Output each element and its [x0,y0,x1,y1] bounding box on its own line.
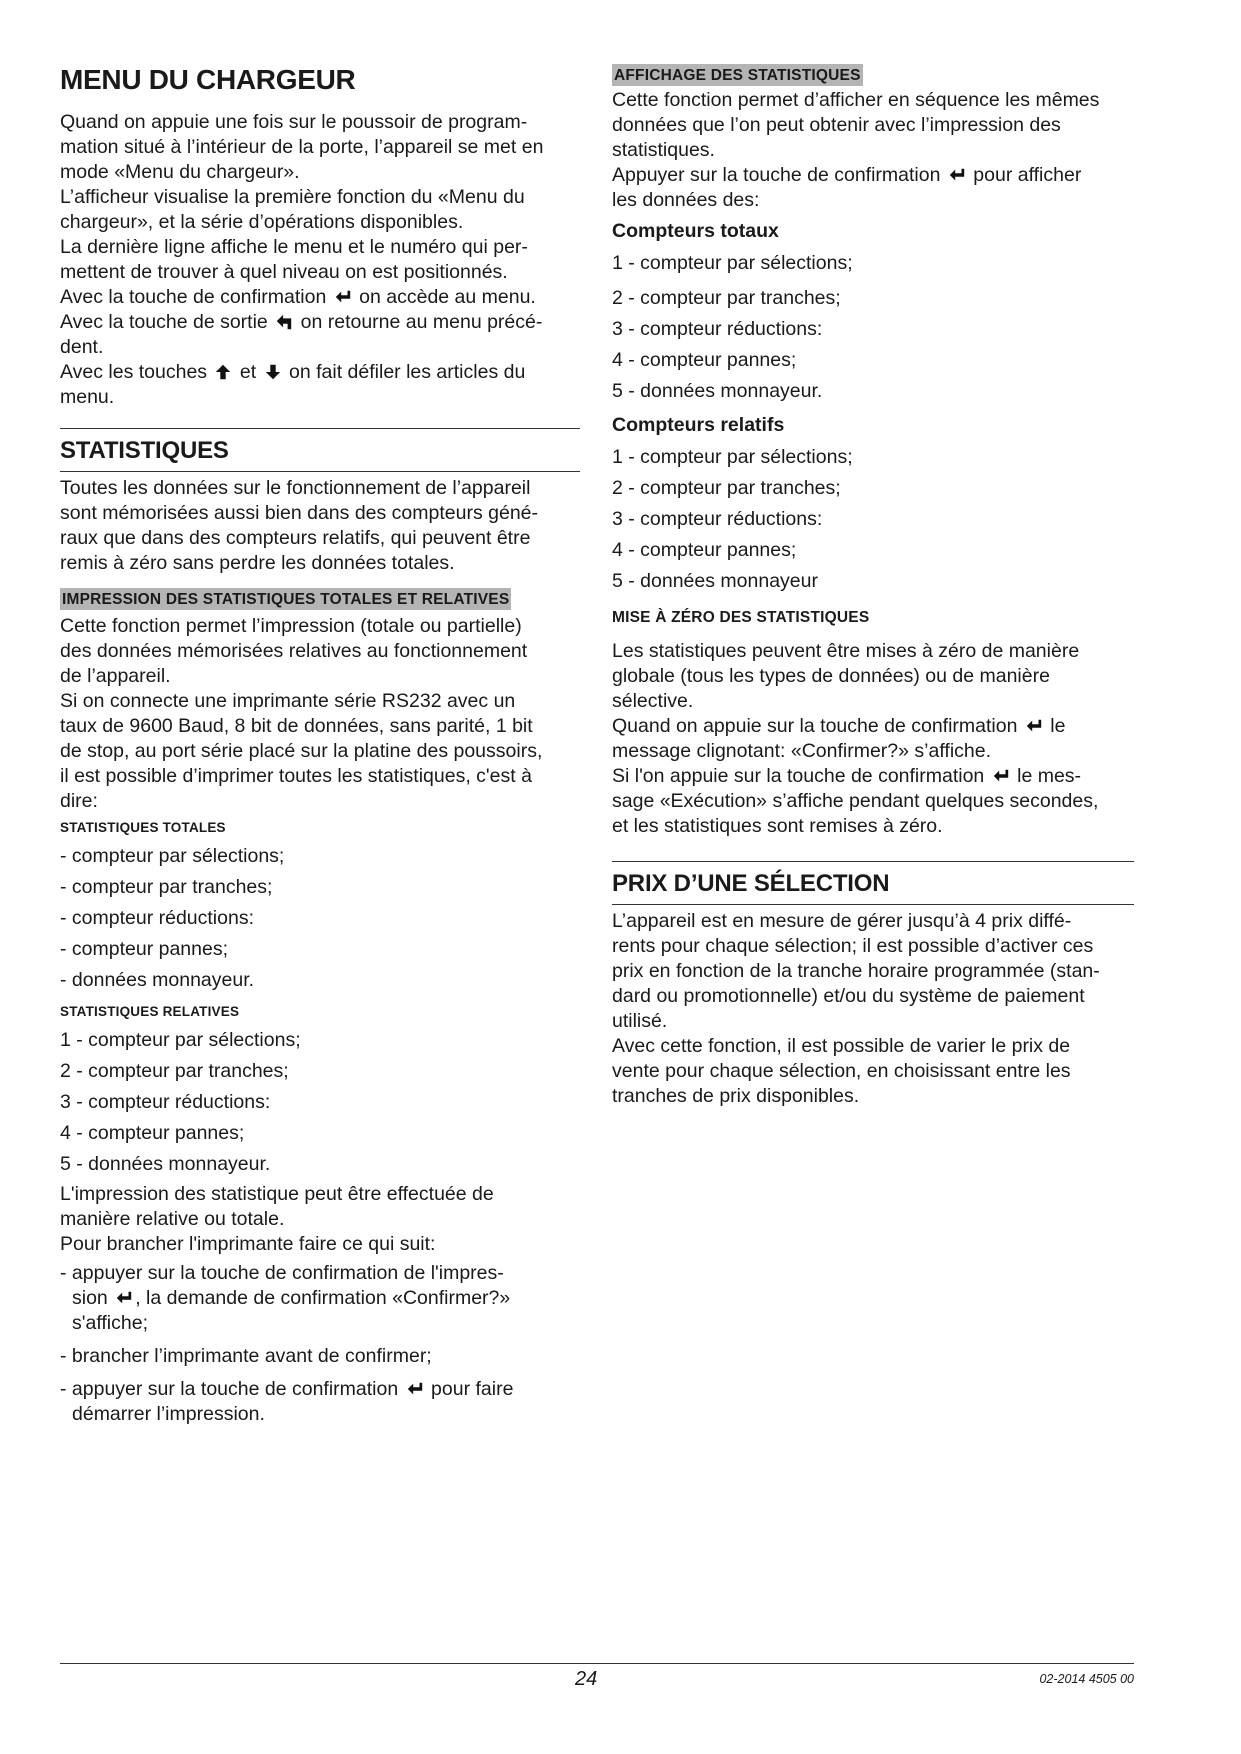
relatives-counters-list [612,442,1134,597]
list-item: - données monnayeur. [60,969,255,991]
list-item: 3 - compteur réductions: [612,318,823,340]
list-item: - compteur pannes; [60,938,229,960]
menu-paragraph: Quand on appuie une fois sur le poussoir de program- mation situé à l’intérieur de la porte, l’appareil se met en mode «Menu du chargeur». L’afficheur visualise la première fonction du «Menu du chargeur», et la série d’opérations disponibles. La dernière ligne affiche le menu et le numéro qui per- mettent de trouver à quel niveau on est positionnés. Avec la touche de confirmation on accède au menu. Avec la touche de sortie on retourne au menu précé- dent. Avec les touches et on fait défiler les articles du menu. [60,111,544,408]
step-2: - brancher l’imprimante avant de confirmer; [60,1345,432,1367]
confirm-key-icon [948,166,966,184]
relatives-label: STATISTIQUES RELATIVES [60,1004,240,1019]
print-stats-subheading: IMPRESSION DES STATISTIQUES TOTALES ET RELATIVES [60,588,511,610]
confirm-key-icon [406,1380,424,1398]
confirm-key-icon [992,767,1010,785]
list-item: 3 - compteur réductions: [60,1091,271,1113]
footer-divider [60,1663,1134,1664]
price-paragraph: L’appareil est en mesure de gérer jusqu’à 4 prix diffé- rents pour chaque sélection; il est possible d’activer ces prix en fonction de la tranche horaire programmée (stan- dard ou promotionnelle) et/ou du système de paiement utilisé. Avec cette fonction, il est possible de varier le prix de vente pour chaque sélection, en choisissant entre les tranches de prix disponibles. [612,910,1100,1107]
display-stats-subheading: AFFICHAGE DES STATISTIQUES [612,64,863,86]
step-1: - appuyer sur la touche de confirmation de l'impres- sion , la demande de confirmation «Confirmer?» s'affiche; [60,1262,511,1334]
list-item: 2 - compteur par tranches; [60,1060,289,1082]
list-item: 5 - données monnayeur. [612,380,823,402]
list-item: 2 - compteur par tranches; [612,287,841,309]
step-3: - appuyer sur la touche de confirmation pour faire démarrer l’impression. [60,1378,514,1425]
list-item: 1 - compteur par sélections; [60,1029,301,1051]
left-column [60,64,580,1427]
list-item: 1 - compteur par sélections; [612,446,853,468]
arrow-down-key-icon [264,363,282,381]
arrow-up-key-icon [214,363,232,381]
list-item: 3 - compteur réductions: [612,508,823,530]
list-item: - compteur par sélections; [60,845,285,867]
display-paragraph: Cette fonction permet d’afficher en séquence les mêmes données que l’on peut obtenir avec l’impression des statistiques. Appuyer sur la touche de confirmation pour afficher les données des: [612,89,1100,211]
list-item: 5 - données monnayeur. [60,1153,271,1175]
totals-label: STATISTIQUES TOTALES [60,820,226,835]
menu-title: MENU DU CHARGEUR [60,64,356,95]
exit-key-icon [275,313,293,331]
list-item: - compteur réductions: [60,907,255,929]
list-item: 5 - données monnayeur [612,570,818,592]
reset-stats-subheading: MISE À ZÉRO DES STATISTIQUES [612,609,870,626]
totals-counters-label: Compteurs totaux [612,220,779,242]
list-item: 4 - compteur pannes; [60,1122,245,1144]
price-title: PRIX D’UNE SÉLECTION [612,861,1134,905]
statistics-title: STATISTIQUES [60,428,580,472]
relatives-counters-label: Compteurs relatifs [612,414,785,436]
right-column [612,64,1134,1109]
print-paragraph: Cette fonction permet l’impression (totale ou partielle) des données mémorisées relatives au fonctionnement de l’appareil. Si on connecte une imprimante série RS232 avec un taux de 9600 Baud, 8 bit de données, sans parité, 1 bit de stop, au port série placé sur la platine des poussoirs, il est possible d’imprimer toutes les statistiques, c'est à dire: [60,615,543,812]
print-mode-paragraph: L'impression des statistique peut être effectuée de manière relative ou totale. Pour brancher l'imprimante faire ce qui suit: [60,1183,494,1255]
confirm-key-icon [1025,717,1043,735]
list-item: 2 - compteur par tranches; [612,477,841,499]
list-item: 4 - compteur pannes; [612,539,797,561]
totals-counters-list [612,248,1134,407]
list-item: - compteur par tranches; [60,876,273,898]
statistics-paragraph: Toutes les données sur le fonctionnement de l’appareil sont mémorisées aussi bien dans des compteurs géné- raux que dans des compteurs relatifs, qui peuvent être remis à zéro sans perdre les données totales. [60,477,538,574]
totals-list [60,841,580,996]
confirm-key-icon [115,1289,133,1307]
relatives-list [60,1025,580,1180]
document-code: 02-2014 4505 00 [1039,1672,1134,1686]
reset-paragraph: Les statistiques peuvent être mises à zéro de manière globale (tous les types de données) ou de manière sélective. Quand on appuie sur la touche de confirmation le message clignotant: «Confirmer?» s’affiche. Si l'on appuie sur la touche de confirmation le mes- sage «Exécution» s’affiche pendant quelques secondes, et les statistiques sont remises à zéro. [612,640,1099,837]
page-number: 24 [575,1668,598,1690]
list-item: 1 - compteur par sélections; [612,252,853,274]
list-item: 4 - compteur pannes; [612,349,797,371]
confirm-key-icon [334,288,352,306]
